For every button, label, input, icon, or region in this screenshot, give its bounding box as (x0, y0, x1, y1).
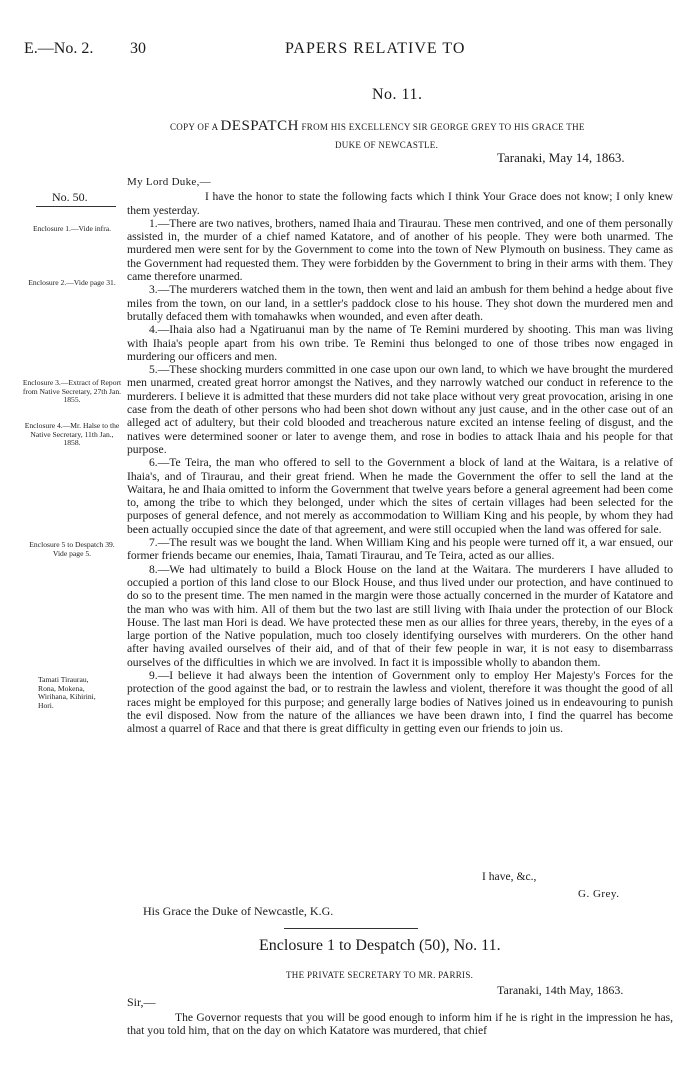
signature: G. Grey. (578, 888, 620, 900)
enclosure-salutation: Sir,— (127, 995, 156, 1009)
enclosure-paragraph: The Governor requests that you will be good enough to inform him if he is right in the impression he has, that you told him, that on the day on which Katatore was murdered, that chief (127, 1011, 673, 1038)
margin-note-enclosure-2: Enclosure 2.—Vide page 31. (28, 278, 116, 287)
header-reference: E.—No. 2. (24, 40, 94, 57)
paragraph-1: 1.—There are two natives, brothers, named Ihaia and Tiraurau. These men contrived, and one of them personally assisted in, the murder of a chief named Katatore, and of another of his people. They were both unarmed. The murdered men were sent for by the Government to come into the town of New Plymouth on business. They came as the Government had requested them. They were forbidden by the Government to bring in their arms with them. They came therefore unarmed. (127, 216, 673, 284)
page-number: 30 (130, 40, 146, 57)
enclosure-title: Enclosure 1 to Despatch (50), No. 11. (259, 937, 501, 954)
despatch-heading (170, 118, 585, 135)
paragraph-8: 8.—We had ultimately to build a Block House on the land at the Waitara. The murderers I have alluded to occupied a portion of this land close to our Block House, and thus lived under our protection, and have continued to do so to the present time. The men named in the margin were those actually concerned in the murder of Katatore and the man who was with him. All of them but the two last are still living with Ihaia under the protection of our Block House. The last man Hori is dead. We have protected these men as our allies for three years, thereby, in the eyes of a large portion of the Native population, much too closely identifying ourselves with murderers. On the other hand after having availed ourselves of their aid, and of that of their few people in war, it is not easy to disembarrass ourselves of the difficulties in which we are involved. In fact it is impossible wholly to abandon them. (127, 562, 673, 669)
closing-phrase: I have, &c., (482, 870, 537, 883)
enclosure-from: THE PRIVATE SECRETARY TO MR. PARRIS. (286, 970, 474, 980)
margin-despatch-number: No. 50. (52, 190, 88, 204)
margin-note-names: Tamati Tiraurau, Rona, Mokena, Wirihana, Kihirini, Hori. (38, 675, 96, 710)
paragraph-7: 7.—The result was we bought the land. When William King and his people were turned off it, a war ensued, our former friends became our enemies, Ihaia, Tamati Tiraurau, and Te Teira, acted as our allies. (127, 536, 673, 563)
copy-of-label: COPY OF A (170, 122, 218, 132)
paragraph-4: 4.—Ihaia also had a Ngatiruanui man by the name of Te Remini murdered by shooting. This man was living with Ihaia's people apart from his own tribe. Te Remini thus belonged to one of those tribes now engaged in murdering our officers and men. (127, 323, 673, 363)
paragraph-6: 6.—Te Teira, the man who offered to sell to the Government a block of land at the Waitara, is a relative of Ihaia's, and of Tiraurau, and their great friend. When he made the Government the offer to sell the land at the Waitara, he and Ihaia omitted to inform the Government that twelve years before a general agreement had been come to, among the tribe to which they belonged, under which the sites of certain villages had been selected for the purposes of general defence, and not merely as accommodation to William King and his people, by whom they had been actually occupied since the date of that agreement, and were still occupied when the land was offered for sale. (127, 456, 673, 536)
margin-note-enclosure-3: Enclosure 3.—Extract of Report from Native Secretary, 27th Jan. 1855. (22, 378, 122, 405)
letter-body (127, 176, 673, 735)
margin-note-enclosure-1: Enclosure 1.—Vide infra. (33, 224, 111, 233)
margin-note-enclosure-4: Enclosure 4.—Mr. Halse to the Native Secretary, 11th Jan., 1858. (24, 421, 120, 448)
despatch-date: Taranaki, May 14, 1863. (497, 150, 625, 165)
paragraph-intro: I have the honor to state the following facts which I think Your Grace does not know; I only knew them yesterday. (127, 190, 673, 217)
margin-rule (36, 206, 116, 207)
despatch-heading-line2: DUKE OF NEWCASTLE. (335, 140, 439, 150)
paragraph-9: 9.—I believe it had always been the intention of Government only to employ Her Majesty's Forces for the protection of the good against the bad, or to restrain the lawless and violent, therefore it was thought the good of all races might be employed for this purpose; and generally large bodies of Natives joined us in endeavouring to punish the evil disposed. Now from the nature of the alliances we have been drawn into, I find the quarrel has become almost a quarrel of Race and that there is great difficulty in getting even our friends to join us. (127, 668, 673, 736)
paragraph-3: 3.—The murderers watched them in the town, then went and laid an ambush for them behind a hedge about five miles from the town, on our land, in a settler's paddock close to his house. They shot down the murdered men and brutally defaced them with tomahawks when wounded, and even after death. (127, 283, 673, 323)
document-number: No. 11. (372, 86, 423, 103)
running-title: PAPERS RELATIVE TO (285, 40, 466, 57)
enclosure-date: Taranaki, 14th May, 1863. (497, 983, 624, 997)
enclosure-body (127, 1011, 673, 1038)
section-rule (284, 928, 418, 929)
despatch-from-label: FROM HIS EXCELLENCY SIR GEORGE GREY TO HIS GRACE THE (301, 122, 585, 132)
salutation: My Lord Duke,— (127, 176, 211, 188)
addressee: His Grace the Duke of Newcastle, K.G. (143, 904, 334, 918)
despatch-label: DESPATCH (220, 118, 299, 134)
margin-note-enclosure-5: Enclosure 5 to Despatch 39. Vide page 5. (29, 540, 115, 558)
paragraph-5: 5.—These shocking murders committed in one case upon our own land, to which we have brought the murdered men unarmed, created great horror amongst the Natives, and they narrowly watched our conduct in reference to the murderers. I believe it is admitted that these murders did not take place without very great provocation, arising in one case from the death of other persons who had been shot down without any just cause, and in the other case out of an alleged act of adultery, but their cold blooded and treacherous nature excited an intense feeling of disgust, and the natives were determined sooner or later to avenge them, and rose in bodies to attack Ihaia and his people for that purpose. (127, 363, 673, 456)
